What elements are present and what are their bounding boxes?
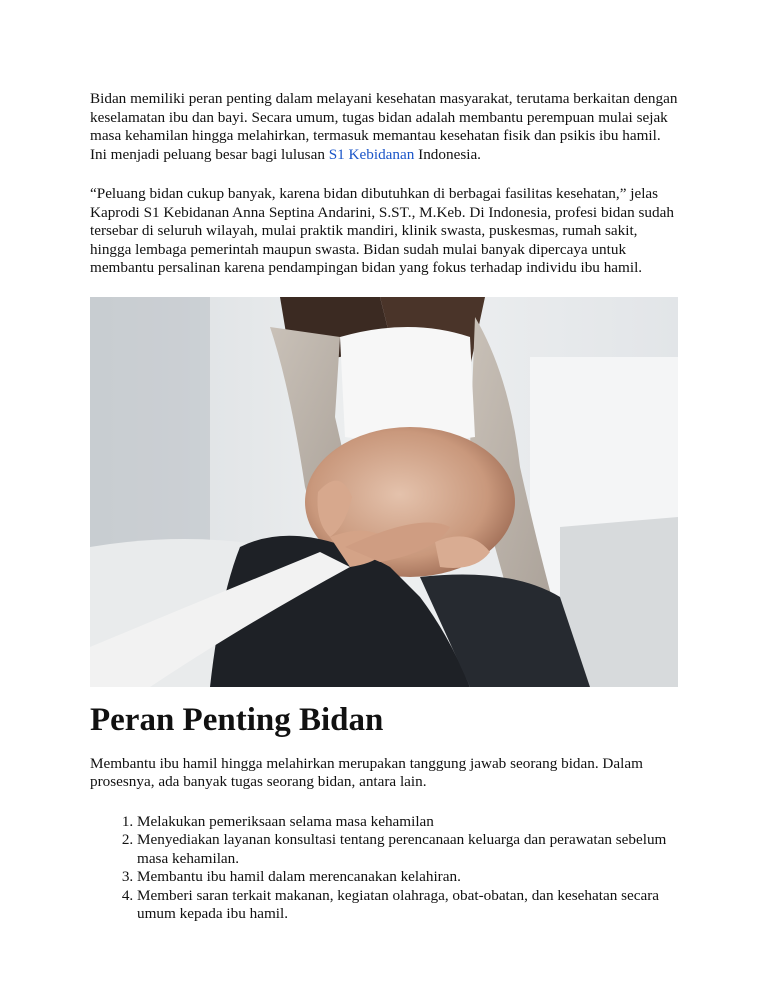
- list-item: 4. Memberi saran terkait makanan, kegiatan olahraga, obat-obatan, dan kesehatan secara umum kepada ibu hamil.: [137, 887, 680, 924]
- list-item: 1. Melakukan pemeriksaan selama masa kehamilan: [137, 813, 680, 832]
- pregnant-woman-photo: [90, 297, 678, 687]
- list-item: 3. Membantu ibu hamil dalam merencanakan kelahiran.: [137, 868, 680, 887]
- intro-text-start: Bidan memiliki peran penting dalam melayani kesehatan masyarakat, terutama berkaitan dengan keselamatan ibu dan bayi. Secara umum, tugas bidan adalah membantu perempuan mulai sejak masa kehamilan hingga melahirkan, termasuk memantau kesehatan fisik dan psikis ibu hamil. Ini menjadi peluang besar bagi lulusan: [90, 90, 678, 163]
- list-item: 2. Menyediakan layanan konsultasi tentang perencanaan keluarga dan perawatan sebelum masa kehamilan.: [137, 831, 680, 868]
- quote-paragraph: “Peluang bidan cukup banyak, karena bidan dibutuhkan di berbagai fasilitas kesehatan,” jelas Kaprodi S1 Kebidanan Anna Septina Andarini, S.ST., M.Keb. Di Indonesia, profesi bidan sudah tersebar di seluruh wilayah, mulai praktik mandiri, klinik swasta, puskesmas, rumah sakit, hingga lembaga pemerintah maupun swasta. Bidan sudah mulai banyak dipercaya untuk membantu persalinan karena pendampingan bidan yang fokus terhadap individu ibu hamil.: [90, 185, 674, 276]
- midwife-task-list: [90, 813, 680, 924]
- s1-kebidanan-link[interactable]: S1 Kebidanan: [328, 145, 415, 163]
- section-heading: Peran Penting Bidan: [90, 701, 384, 738]
- intro-paragraph: [90, 90, 680, 164]
- section-intro-paragraph: Membantu ibu hamil hingga melahirkan merupakan tanggung jawab seorang bidan. Dalam prosesnya, ada banyak tugas seorang bidan, antara lain.: [90, 754, 643, 790]
- intro-text-end: Indonesia.: [414, 145, 481, 163]
- article-body: [90, 90, 680, 924]
